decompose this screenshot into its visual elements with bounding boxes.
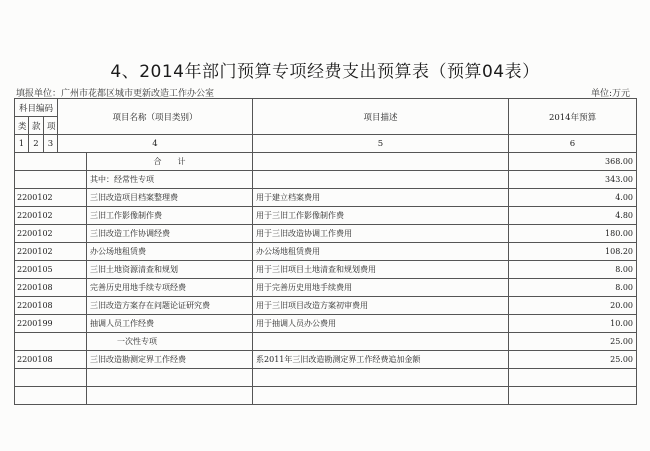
code-cell: 2200108	[15, 351, 87, 369]
amount-cell	[509, 369, 637, 387]
code-cell	[15, 153, 87, 171]
amount-cell: 25.00	[509, 333, 637, 351]
name-cell	[87, 387, 253, 405]
desc-cell: 用于抽调人员办公费用	[253, 315, 509, 333]
amount-cell: 10.00	[509, 315, 637, 333]
project-name-header: 项目名称（项目类别）	[58, 99, 253, 135]
name-cell: 三旧土地资源清查和规划	[87, 261, 253, 279]
code-cell: 2200108	[15, 279, 87, 297]
code-cell	[15, 387, 87, 405]
xiang-header: 项	[44, 117, 58, 135]
code-cell: 2200102	[15, 189, 87, 207]
currency-unit-label: 单位:万元	[590, 89, 630, 99]
table-row	[15, 369, 637, 387]
desc-cell: 用于三旧改造协调工作费用	[253, 225, 509, 243]
desc-cell	[253, 171, 509, 189]
amount-cell: 108.20	[509, 243, 637, 261]
amount-cell: 8.00	[509, 279, 637, 297]
name-cell: 抽调人员工作经费	[87, 315, 253, 333]
name-cell: 三旧改造工作协调经费	[87, 225, 253, 243]
code-cell: 2200102	[15, 225, 87, 243]
code-cell: 2200105	[15, 261, 87, 279]
table-row	[15, 387, 637, 405]
desc-cell: 系2011年三旧改造勘测定界工作经费追加金额	[253, 351, 509, 369]
name-cell: 办公场地租赁费	[87, 243, 253, 261]
code-cell: 2200108	[15, 297, 87, 315]
table-row	[15, 297, 637, 315]
desc-cell: 用于三旧项目改造方案初审费用	[253, 297, 509, 315]
name-cell	[87, 369, 253, 387]
desc-cell	[253, 333, 509, 351]
code-cell: 2200102	[15, 207, 87, 225]
col-number-3: 3	[44, 135, 58, 153]
table-row	[15, 351, 637, 369]
amount-cell: 343.00	[509, 171, 637, 189]
project-desc-header: 项目描述	[253, 99, 509, 135]
col-number-6: 6	[509, 135, 637, 153]
col-number-5: 5	[253, 135, 509, 153]
page-title: 4、2014年部门预算专项经费支出预算表（预算04表）	[110, 62, 540, 82]
desc-cell: 用于三旧项目土地清查和规划费用	[253, 261, 509, 279]
table-row	[15, 243, 637, 261]
desc-cell: 用于建立档案费用	[253, 189, 509, 207]
desc-cell: 办公场地租赁费用	[253, 243, 509, 261]
budget-table	[14, 98, 637, 405]
budget-2014-header: 2014年预算	[509, 99, 637, 135]
table-row	[15, 261, 637, 279]
desc-cell	[253, 387, 509, 405]
name-cell: 完善历史用地手续专项经费	[87, 279, 253, 297]
amount-cell: 25.00	[509, 351, 637, 369]
amount-cell: 4.00	[509, 189, 637, 207]
name-cell: 三旧改造项目档案整理费	[87, 189, 253, 207]
col-number-1: 1	[15, 135, 29, 153]
code-cell	[15, 333, 87, 351]
code-cell	[15, 369, 87, 387]
column-number-row	[15, 135, 637, 153]
table-row	[15, 153, 637, 171]
table-row	[15, 333, 637, 351]
code-cell: 2200199	[15, 315, 87, 333]
header-row-1	[15, 99, 637, 117]
table-row	[15, 315, 637, 333]
desc-cell	[253, 153, 509, 171]
table-row	[15, 207, 637, 225]
amount-cell: 4.80	[509, 207, 637, 225]
filler-unit-label: 填报单位：广州市花都区城市更新改造工作办公室	[16, 89, 215, 99]
table-row	[15, 171, 637, 189]
name-cell: 合 计	[87, 153, 253, 171]
desc-cell: 用于完善历史用地手续费用	[253, 279, 509, 297]
amount-cell: 368.00	[509, 153, 637, 171]
code-cell: 2200102	[15, 243, 87, 261]
name-cell: 一次性专项	[87, 333, 253, 351]
code-cell	[15, 171, 87, 189]
lei-header: 类	[15, 117, 29, 135]
table-row	[15, 189, 637, 207]
table-row	[15, 279, 637, 297]
kuan-header: 款	[29, 117, 44, 135]
name-cell: 三旧改造勘测定界工作经费	[87, 351, 253, 369]
amount-cell	[509, 387, 637, 405]
col-number-2: 2	[29, 135, 44, 153]
desc-cell	[253, 369, 509, 387]
budget-table-body	[15, 153, 637, 405]
name-cell: 三旧改造方案存在问题论证研究费	[87, 297, 253, 315]
desc-cell: 用于三旧工作影像制作费	[253, 207, 509, 225]
amount-cell: 20.00	[509, 297, 637, 315]
table-row	[15, 225, 637, 243]
amount-cell: 180.00	[509, 225, 637, 243]
name-cell: 三旧工作影像制作费	[87, 207, 253, 225]
amount-cell: 8.00	[509, 261, 637, 279]
name-cell: 其中：经常性专项	[87, 171, 253, 189]
subject-code-header: 科目编码	[15, 99, 58, 117]
col-number-4: 4	[58, 135, 253, 153]
